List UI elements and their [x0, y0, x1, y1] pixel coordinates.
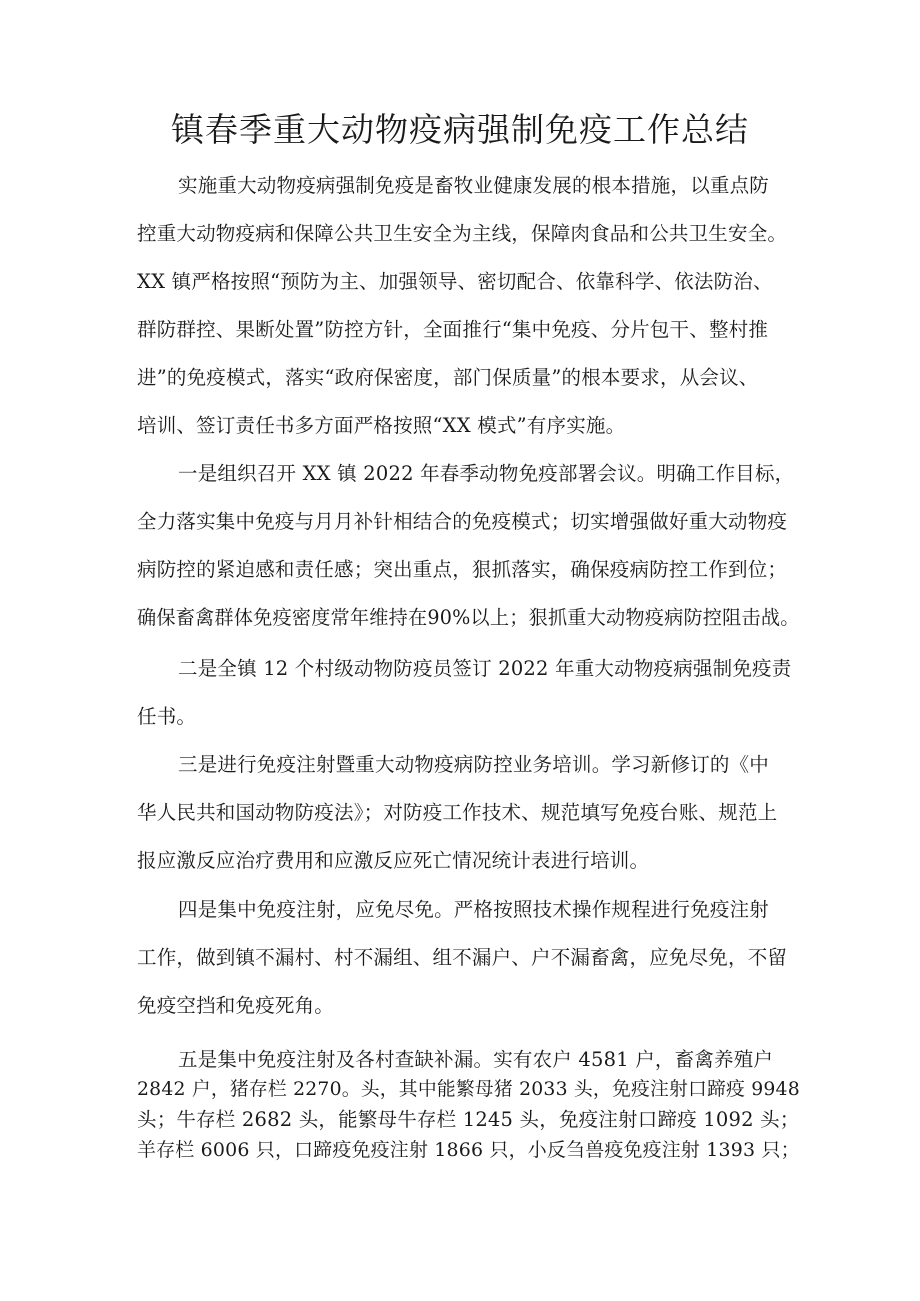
body-line: 任书。: [137, 705, 197, 728]
body-line: 华人民共和国动物防疫法》；对防疫工作技术、规范填写免疫台账、规范上: [137, 801, 778, 824]
body-line: 免疫空挡和免疫死角。: [137, 994, 335, 1017]
body-line: 实施重大动物疫病强制免疫是畜牧业健康发展的根本措施，以重点防: [178, 174, 770, 197]
body-line: 全力落实集中免疫与月月补针相结合的免疫模式；切实增强做好重大动物疫: [137, 510, 788, 533]
body-line: 二是全镇 12 个村级动物防疫员签订 2022 年重大动物疫病强制免疫责: [178, 657, 792, 680]
body-line: XX 镇严格按照“预防为主、加强领导、密切配合、依靠科学、依法防治、: [137, 270, 773, 293]
document-title: 镇春季重大动物疫病强制免疫工作总结: [171, 110, 749, 149]
body-line: 一是组织召开 XX 镇 2022 年春季动物免疫部署会议。明确工作目标，: [178, 462, 795, 485]
body-line: 报应激反应治疗费用和应激反应死亡情况统计表进行培训。: [137, 849, 650, 872]
body-line: 三是进行免疫注射暨重大动物疫病防控业务培训。学习新修订的《中: [178, 753, 770, 776]
body-line: 羊存栏 6006 只，口蹄疫免疫注射 1866 只，小反刍兽疫免疫注射 1393 只；: [137, 1139, 800, 1161]
body-line: 培训、签订责任书多方面严格按照“XX 模式”有序实施。: [137, 414, 626, 437]
body-line: 确保畜禽群体免疫密度常年维持在90%以上；狠抓重大动物疫病防控阻击战。: [137, 606, 800, 629]
body-line: 五是集中免疫注射及各村查缺补漏。实有农户 4581 户，畜禽养殖户: [178, 1048, 774, 1071]
body-line: 头；牛存栏 2682 头，能繁母牛存栏 1245 头，免疫注射口蹄疫 1092 头；: [137, 1108, 800, 1131]
body-line: 进”的免疫模式，落实“政府保密度，部门保质量”的根本要求，从会议、: [137, 366, 759, 389]
body-line: 病防控的紧迫感和责任感；突出重点，狠抓落实，确保疫病防控工作到位；: [137, 558, 788, 581]
body-line: 控重大动物疫病和保障公共卫生安全为主线，保障肉食品和公共卫生安全。: [137, 222, 788, 245]
body-line: 2842 户，猪存栏 2270。头，其中能繁母猪 2033 头，免疫注射口蹄疫 9948: [137, 1079, 800, 1100]
body-line: 工作，做到镇不漏村、村不漏组、组不漏户、户不漏畜禽，应免尽免，不留: [137, 946, 788, 969]
body-line: 四是集中免疫注射，应免尽免。严格按照技术操作规程进行免疫注射: [178, 898, 770, 921]
body-line: 群防群控、果断处置”防控方针，全面推行“集中免疫、分片包干、整村推: [137, 318, 769, 341]
